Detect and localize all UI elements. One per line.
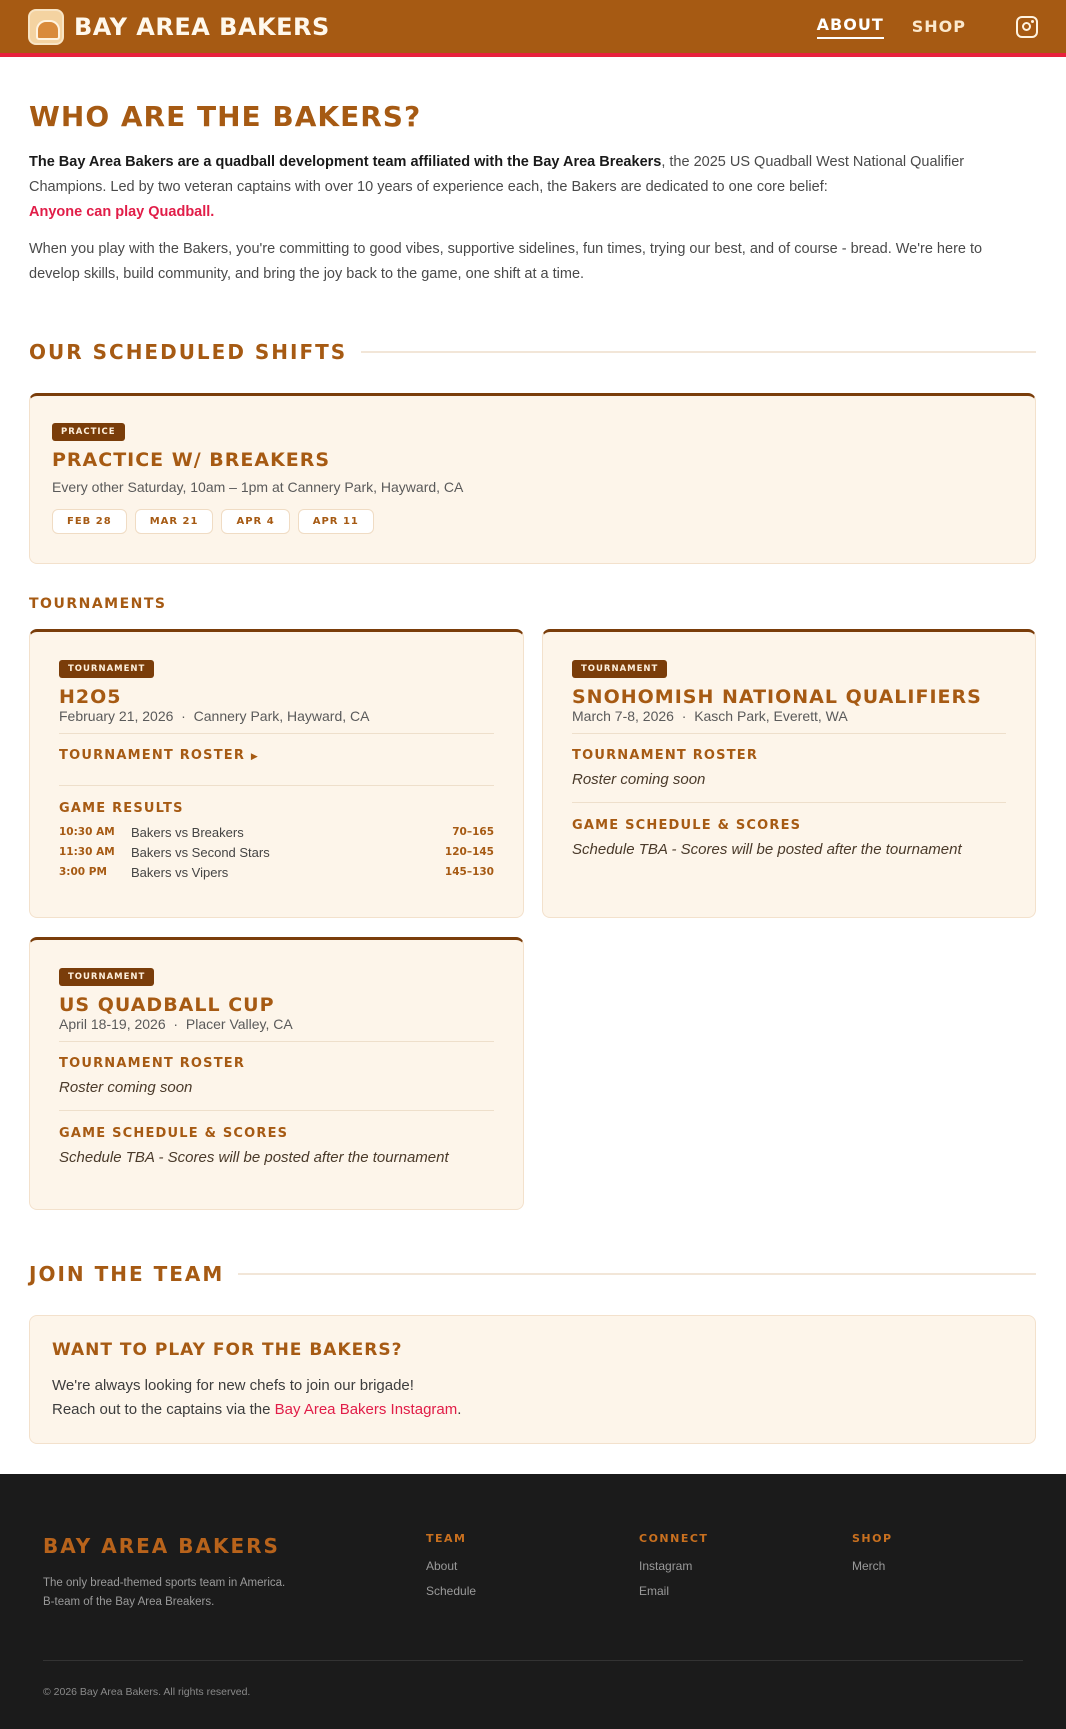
schedule-label: GAME SCHEDULE & SCORES [572, 818, 802, 833]
footer-desc-line: B-team of the Bay Area Breakers. [43, 1596, 215, 1608]
footer-col-heading: CONNECT [639, 1532, 709, 1545]
footer-col-team [426, 1532, 476, 1609]
intro-paragraph-2: When you play with the Bakers, you're committing to good vibes, supportive sidelines, fun times, trying our best, and of course - bread. We're here to develop skills, build community, and bring the joy back to the game, one shift at a time. [29, 241, 983, 282]
footer-brand: BAY AREA BAKERS [43, 1534, 280, 1558]
game-match: Bakers vs Breakers [131, 824, 244, 840]
footer-link-merch[interactable]: Merch [852, 1559, 886, 1573]
card-divider [59, 733, 494, 734]
section-divider [361, 351, 1036, 353]
tournament-date-location: February 21, 2026 · Cannery Park, Hayward, CA [59, 708, 370, 724]
game-row [59, 862, 494, 882]
date-chip: APR 11 [298, 509, 374, 534]
game-score: 145–130 [444, 866, 494, 878]
practice-title: PRACTICE W/ BREAKERS [52, 449, 331, 471]
footer-link-about[interactable]: About [426, 1559, 458, 1573]
results-label: GAME RESULTS [59, 801, 184, 816]
date-chip: APR 4 [221, 509, 289, 534]
nav-shop-link[interactable]: SHOP [911, 17, 966, 36]
practice-card [29, 393, 1036, 564]
intro-bold-lead: The Bay Area Bakers are a quadball development team affiliated with the Bay Area Breakers [29, 154, 662, 170]
nav-about-link[interactable]: ABOUT [817, 15, 884, 39]
tournament-date-location: March 7-8, 2026 · Kasch Park, Everett, WA [572, 708, 848, 724]
footer-link-email[interactable]: Email [639, 1584, 670, 1598]
tournament-card-snohomish [542, 629, 1036, 918]
tournament-date: February 21, 2026 [59, 708, 174, 724]
game-score: 70–165 [452, 826, 494, 838]
join-card-title: WANT TO PLAY FOR THE BAKERS? [52, 1340, 403, 1360]
roster-note: Roster coming soon [572, 771, 706, 788]
instagram-link[interactable]: Bay Area Bakers Instagram [274, 1401, 458, 1418]
tournament-date: March 7-8, 2026 [572, 708, 674, 724]
date-chip: FEB 28 [52, 509, 127, 534]
footer-col-connect [639, 1532, 708, 1609]
tournament-tag: TOURNAMENT [59, 968, 154, 986]
join-line-2 [52, 1398, 1013, 1422]
site-footer [0, 1474, 1066, 1729]
roster-toggle[interactable] [59, 748, 494, 763]
footer-divider [43, 1660, 1023, 1661]
core-belief: Anyone can play Quadball. [29, 204, 215, 220]
roster-note: Roster coming soon [59, 1079, 193, 1096]
tournament-location: Placer Valley, CA [185, 1016, 293, 1032]
game-row [59, 842, 494, 862]
practice-dates [52, 509, 1013, 534]
practice-detail: Every other Saturday, 10am – 1pm at Cannery Park, Hayward, CA [52, 479, 464, 495]
site-header [0, 0, 1066, 57]
main-nav [789, 15, 1038, 39]
join-title-text: JOIN THE TEAM [29, 1262, 225, 1286]
game-score: 120–145 [444, 846, 494, 858]
schedule-note: Schedule TBA - Scores will be posted after the tournament [59, 1149, 449, 1166]
section-divider [238, 1273, 1036, 1275]
tournament-location: Cannery Park, Hayward, CA [193, 708, 370, 724]
tournament-title: US QUADBALL CUP [59, 994, 275, 1016]
tournament-date-location: April 18-19, 2026 · Placer Valley, CA [59, 1016, 293, 1032]
tournament-tag: TOURNAMENT [572, 660, 667, 678]
tournament-location: Kasch Park, Everett, WA [694, 708, 848, 724]
page-title: WHO ARE THE BAKERS? [29, 100, 422, 133]
join-line-1: We're always looking for new chefs to join our brigade! [52, 1377, 414, 1394]
footer-desc-line: The only bread-themed sports team in America. [43, 1577, 286, 1589]
date-chip: MAR 21 [135, 509, 214, 534]
card-divider [572, 733, 1006, 734]
roster-label: TOURNAMENT ROSTER [572, 748, 759, 763]
intro-lead-rest: , the 2025 US Quadball West National Qualifier Champions. Led by two veteran captains with over 10 years of experience each, the Bakers are dedicated to one core belief: [29, 154, 965, 195]
card-divider [59, 1041, 494, 1042]
game-time: 10:30 AM [59, 826, 115, 838]
footer-copyright: © 2026 Bay Area Bakers. All rights reserved. [43, 1686, 251, 1698]
shifts-section-title [29, 340, 1036, 364]
footer-col-heading: SHOP [852, 1532, 893, 1545]
game-time: 11:30 AM [59, 846, 115, 858]
footer-link-instagram[interactable]: Instagram [639, 1559, 693, 1573]
brand-name[interactable]: BAY AREA BAKERS [74, 12, 330, 41]
footer-col-heading: TEAM [426, 1532, 467, 1545]
instagram-icon[interactable] [1016, 16, 1038, 38]
shifts-title-text: OUR SCHEDULED SHIFTS [29, 340, 348, 364]
join-line-end: . [457, 1401, 462, 1418]
tournament-title: SNOHOMISH NATIONAL QUALIFIERS [572, 686, 982, 708]
footer-col-shop [852, 1532, 893, 1584]
roster-label: TOURNAMENT ROSTER [59, 748, 246, 763]
tournament-date: April 18-19, 2026 [59, 1016, 166, 1032]
tournament-card-h2o5 [29, 629, 524, 918]
game-row [59, 822, 494, 842]
footer-description [43, 1574, 285, 1612]
schedule-label: GAME SCHEDULE & SCORES [59, 1126, 289, 1141]
tournament-tag: TOURNAMENT [59, 660, 154, 678]
card-divider [59, 1110, 494, 1111]
card-divider [572, 802, 1006, 803]
caret-right-icon: ▶ [250, 752, 259, 762]
footer-link-schedule[interactable]: Schedule [426, 1584, 477, 1598]
intro-paragraph [29, 150, 1019, 225]
card-divider [59, 785, 494, 786]
join-line-2-text: Reach out to the captains via the [52, 1401, 275, 1418]
tournament-title: H2O5 [59, 686, 122, 708]
roster-label: TOURNAMENT ROSTER [59, 1056, 246, 1071]
tournament-card-us-quadball-cup [29, 937, 524, 1210]
game-match: Bakers vs Vipers [131, 864, 229, 880]
join-section-title [29, 1262, 1036, 1286]
tournaments-heading: TOURNAMENTS [29, 596, 167, 612]
schedule-note: Schedule TBA - Scores will be posted after the tournament [572, 841, 962, 858]
game-time: 3:00 PM [59, 866, 107, 878]
bread-logo-icon[interactable] [28, 9, 64, 45]
join-card [29, 1315, 1036, 1444]
game-match: Bakers vs Second Stars [131, 844, 270, 860]
practice-tag: PRACTICE [52, 423, 125, 441]
